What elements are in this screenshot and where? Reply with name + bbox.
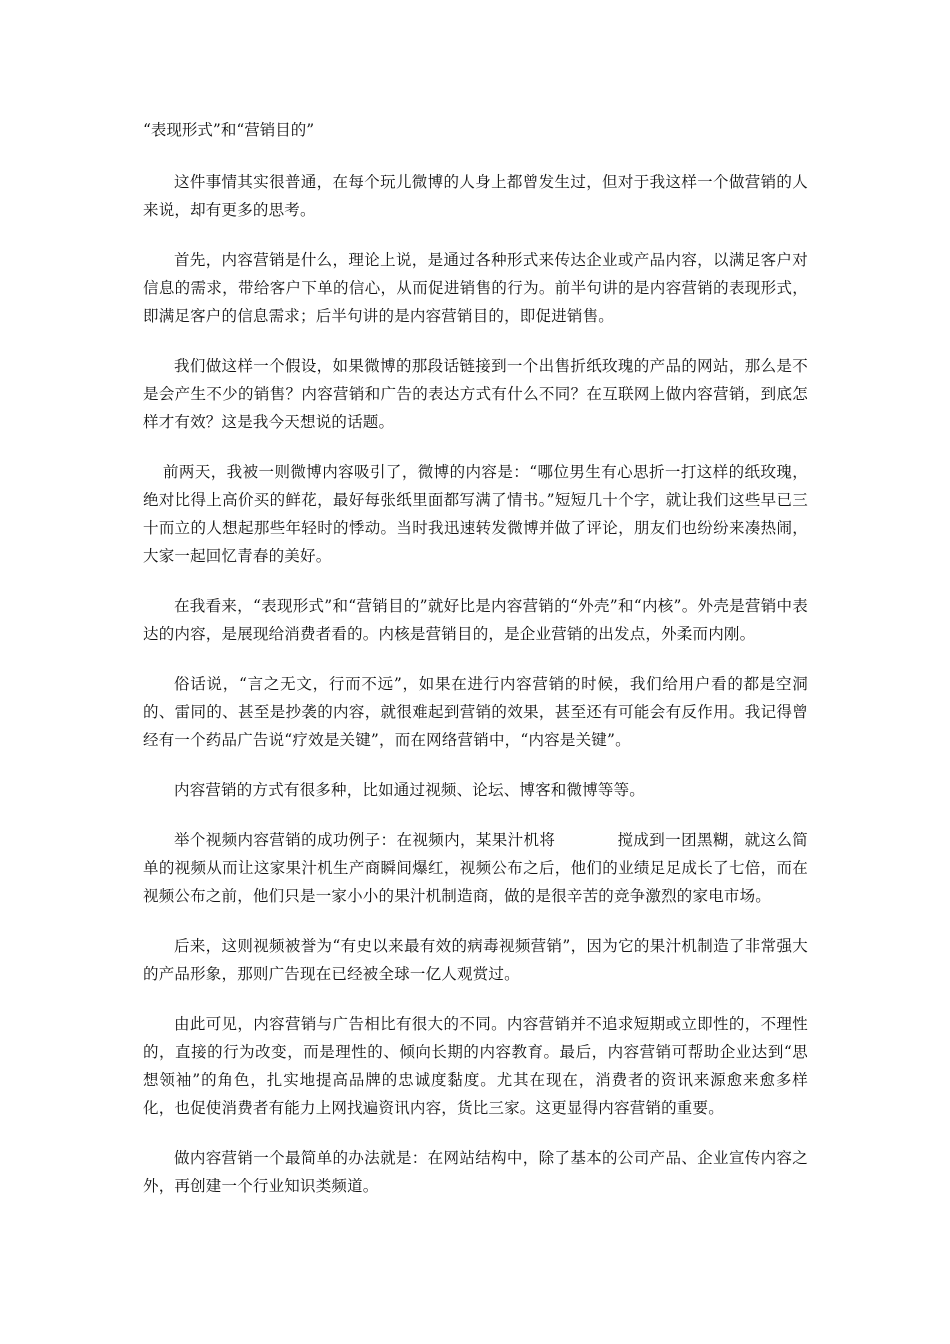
document-title: “表现形式”和“营销目的”	[143, 121, 315, 139]
paragraph-5: 在我看来，“表现形式”和“营销目的”就好比是内容营销的“外壳”和“内核”。外壳是营销中表达的内容，是展现给消费者看的。内核是营销目的，是企业营销的出发点，外柔而内刚。	[143, 597, 808, 643]
paragraph-8-before: 举个视频内容营销的成功例子：在视频内，某果汁机将	[174, 831, 556, 849]
paragraph-8	[143, 826, 808, 910]
paragraph-2: 首先，内容营销是什么，理论上说，是通过各种形式来传达企业或产品内容，以满足客户对信息的需求，带给客户下单的信心，从而促进销售的行为。前半句讲的是内容营销的表现形式，即满足客户的信息需求；后半句讲的是内容营销目的，即促进销售。	[143, 251, 808, 325]
paragraph-3: 我们做这样一个假设，如果微博的那段话链接到一个出售折纸玫瑰的产品的网站，那么是不是会产生不少的销售？内容营销和广告的表达方式有什么不同？在互联网上做内容营销，到底怎样才有效？这是我今天想说的话题。	[143, 357, 808, 431]
paragraph-1: 这件事情其实很普通，在每个玩儿微博的人身上都曾发生过，但对于我这样一个做营销的人来说，却有更多的思考。	[143, 173, 808, 219]
paragraph-4: 前两天，我被一则微博内容吸引了，微博的内容是：“哪位男生有心思折一打这样的纸玫瑰，绝对比得上高价买的鲜花，最好每张纸里面都写满了情书。”短短几十个字，就让我们这些早已三十而立的人想起那些年轻时的悸动。当时我迅速转发微博并做了评论，朋友们也纷纷来凑热闹，大家一起回忆青春的美好。	[143, 463, 808, 565]
paragraph-6: 俗话说，“言之无文，行而不远”，如果在进行内容营销的时候，我们给用户看的都是空洞的、雷同的、甚至是抄袭的内容，就很难起到营销的效果，甚至还有可能会有反作用。我记得曾经有一个药品广告说“疗效是关键”，而在网络营销中，“内容是关键”。	[143, 675, 808, 749]
paragraph-9: 后来，这则视频被誉为“有史以来最有效的病毒视频营销”，因为它的果汁机制造了非常强大的产品形象，那则广告现在已经被全球一亿人观赏过。	[143, 937, 808, 983]
paragraph-7: 内容营销的方式有很多种，比如通过视频、论坛、博客和微博等等。	[174, 781, 646, 799]
paragraph-11: 做内容营销一个最简单的办法就是：在网站结构中，除了基本的公司产品、企业宣传内容之外，再创建一个行业知识类频道。	[143, 1149, 808, 1195]
paragraph-8-after: 搅成到一团黑糊，就这么简单的视频从而让这家果汁机生产商瞬间爆红，视频公布之后，他们的业绩足足成长了七倍，而在视频公布之前，他们只是一家小小的果汁机制造商，做的是很辛苦的竞争激烈的家电市场。	[143, 831, 808, 905]
document-body	[143, 116, 808, 1222]
paragraph-10: 由此可见，内容营销与广告相比有很大的不同。内容营销并不追求短期或立即性的，不理性的，直接的行为改变，而是理性的、倾向长期的内容教育。最后，内容营销可帮助企业达到“思想领袖”的角色，扎实地提高品牌的忠诚度黏度。尤其在现在，消费者的资讯来源愈来愈多样化，也促使消费者有能力上网找遍资讯内容，货比三家。这更显得内容营销的重要。	[143, 1015, 808, 1117]
